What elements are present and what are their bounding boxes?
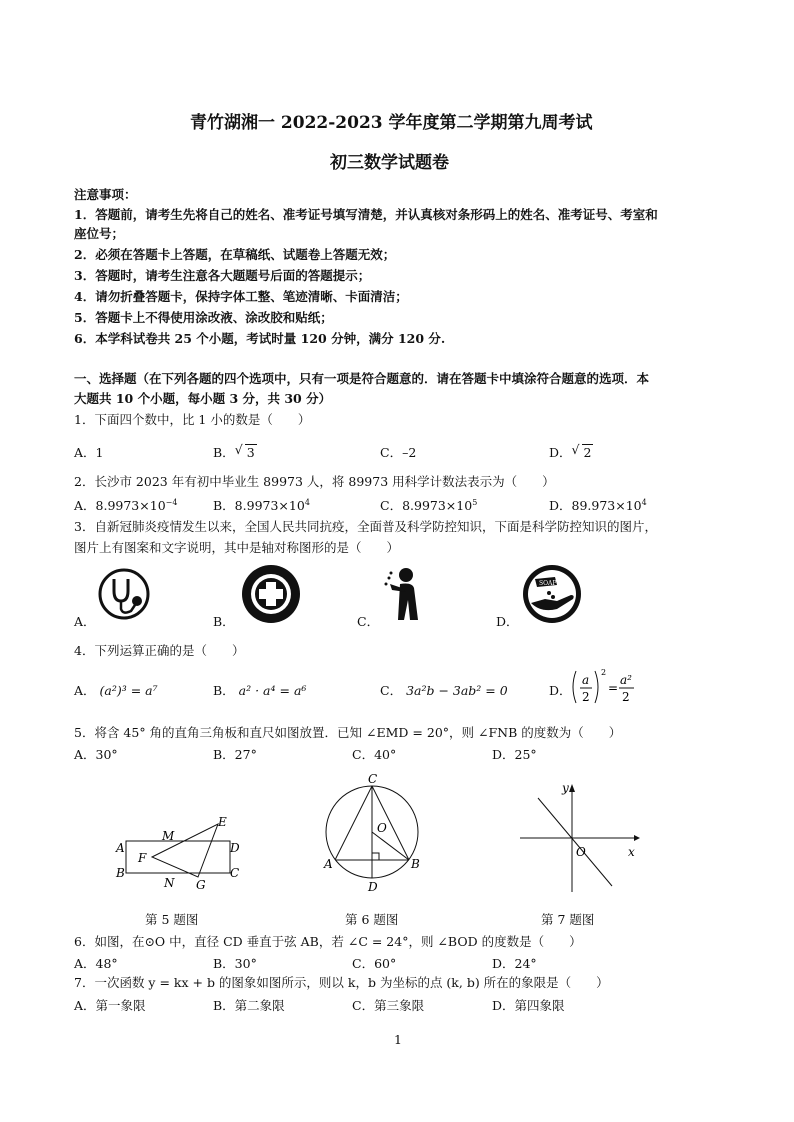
label-D: D	[368, 880, 378, 894]
page-subtitle: 初三数学试题卷	[330, 153, 449, 173]
label-B: B	[116, 866, 125, 880]
q7-option-a: A．第一象限	[74, 998, 146, 1013]
question-4-stem: 4．下列运算正确的是（ ）	[74, 643, 245, 658]
label-O: O	[576, 845, 586, 859]
figure-5-caption: 第 5 题图	[145, 912, 199, 927]
label-C: C	[368, 772, 378, 786]
coughing-person-icon	[382, 566, 432, 626]
notice-item: 座位号；	[74, 226, 125, 241]
label-G: G	[196, 878, 206, 892]
q2-option-b: B．$8.9973\times 10^4$	[213, 497, 310, 513]
notice-item: 1．答题前，请考生先将自己的姓名、准考证号填写清楚，并认真核对条形码上的姓名、准考证号、考室和	[74, 207, 658, 222]
q2-option-a: A．$8.9973\times 10^{-4}$	[74, 497, 178, 513]
stethoscope-icon	[97, 567, 153, 623]
q1-option-c: C．–2	[380, 445, 417, 460]
notice-item: 2．必须在答题卡上答题，在草稿纸、试题卷上答题无效；	[74, 247, 396, 262]
label-B: B	[411, 857, 420, 871]
question-5-stem: 5．将含 45° 角的直角三角板和直尺如图放置．已知 ∠EMD = 20°，则 ∠FNB 的度数为（ ）	[74, 725, 622, 740]
q3-option-c: C．	[357, 614, 380, 629]
q4-option-a: A． (a²)³ = a⁷	[74, 683, 158, 698]
sqrt-symbol: √ 2	[571, 442, 592, 460]
q2-option-d: D．$89.973\times 10^4$	[549, 497, 647, 513]
q3-option-b: B．	[213, 614, 235, 629]
label-F: F	[138, 851, 147, 865]
q1-option-a: A．1	[74, 445, 104, 460]
q7-option-d: D．第四象限	[492, 998, 565, 1013]
soap-label: SOAP	[539, 580, 557, 587]
q5-option-d: D．25°	[492, 747, 537, 762]
q2-option-c: C．$8.9973\times 10^5$	[380, 497, 478, 513]
q4-option-b: B． a² · a⁴ = a⁶	[213, 683, 307, 698]
q4-option-c: C． 3a²b − 3ab² = 0	[380, 683, 508, 698]
notice-item: 4．请勿折叠答题卡，保持字体工整、笔迹清晰、卡面清洁；	[74, 289, 408, 304]
question-3-stem-cont: 图片上有图案和文字说明，其中是轴对称图形的是（ ）	[74, 540, 400, 555]
question-6-stem: 6．如图，在⊙O 中，直径 CD 垂直于弦 AB，若 ∠C = 24°，则 ∠BOD 的度数是（ ）	[74, 934, 582, 949]
figure-6-caption: 第 6 题图	[345, 912, 399, 927]
notice-heading: 注意事项：	[74, 187, 137, 202]
q6-option-c: C．60°	[352, 956, 397, 971]
q5-option-b: B．27°	[213, 747, 257, 762]
q6-option-a: A．48°	[74, 956, 118, 971]
label-A: A	[116, 841, 125, 855]
figure-7-caption: 第 7 题图	[541, 912, 595, 927]
page-number: 1	[394, 1032, 402, 1047]
medical-cross-icon	[240, 563, 302, 625]
function-line	[538, 798, 612, 886]
label-A: A	[324, 857, 333, 871]
notice-item: 5．答题卡上不得使用涂改液、涂改胶和贴纸；	[74, 310, 333, 325]
q1-option-b: B． √ 3	[213, 442, 255, 460]
question-7-stem: 7．一次函数 y = kx + b 的图象如图所示，则以 k，b 为坐标的点 (k, b) 所在的象限是（ ）	[74, 975, 609, 990]
q4-option-d: D．	[549, 683, 572, 698]
frac-num: a²	[620, 673, 632, 687]
q7-option-b: B．第二象限	[213, 998, 285, 1013]
label-N: N	[164, 876, 175, 890]
label-C: C	[230, 866, 240, 880]
label-M: M	[162, 829, 175, 843]
q4-d-fraction	[570, 667, 640, 709]
figure-5	[108, 810, 248, 892]
q5-option-c: C．40°	[352, 747, 397, 762]
label-E: E	[218, 815, 227, 829]
question-1-stem: 1．下面四个数中，比 1 小的数是（ ）	[74, 412, 311, 427]
section-heading: 一、选择题（在下列各题的四个选项中，只有一项是符合题意的．请在答题卡中填涂符合题意的选项．本	[74, 371, 650, 386]
frac-den: 2	[582, 690, 590, 704]
page-title: 青竹湖湘一 2022-2023 学年度第二学期第九周考试	[190, 113, 593, 133]
frac-num: a	[582, 673, 590, 687]
q6-option-d: D．24°	[492, 956, 537, 971]
label-O: O	[377, 821, 387, 835]
figure-7	[516, 776, 642, 896]
q3-option-d: D．	[496, 614, 519, 629]
notice-item: 6．本学科试卷共 25 个小题，考试时量 120 分钟，满分 120 分.	[74, 331, 446, 346]
figure-6	[318, 772, 428, 894]
q1-option-d: D． √ 2	[549, 442, 592, 460]
question-3-stem: 3．自新冠肺炎疫情发生以来，全国人民共同抗疫，全面普及科学防控知识，下面是科学防控知识的图片，	[74, 519, 657, 534]
label-y: y	[562, 781, 569, 795]
section-heading-cont: 大题共 10 个小题，每小题 3 分，共 30 分）	[74, 391, 332, 406]
svg-text:=: =	[608, 681, 619, 695]
svg-text:2: 2	[601, 668, 607, 677]
label-D: D	[230, 841, 240, 855]
handwash-soap-icon	[521, 563, 583, 625]
sqrt-symbol: √ 3	[234, 442, 255, 460]
notice-item: 3．答题时，请考生注意各大题题号后面的答题提示；	[74, 268, 371, 283]
q3-option-a: A．	[74, 614, 96, 629]
label-x: x	[628, 845, 635, 859]
frac-den: 2	[622, 690, 630, 704]
q5-option-a: A．30°	[74, 747, 118, 762]
q6-option-b: B．30°	[213, 956, 257, 971]
q7-option-c: C．第三象限	[352, 998, 425, 1013]
question-2-stem: 2．长沙市 2023 年有初中毕业生 89973 人，将 89973 用科学计数法表示为（ ）	[74, 474, 555, 489]
